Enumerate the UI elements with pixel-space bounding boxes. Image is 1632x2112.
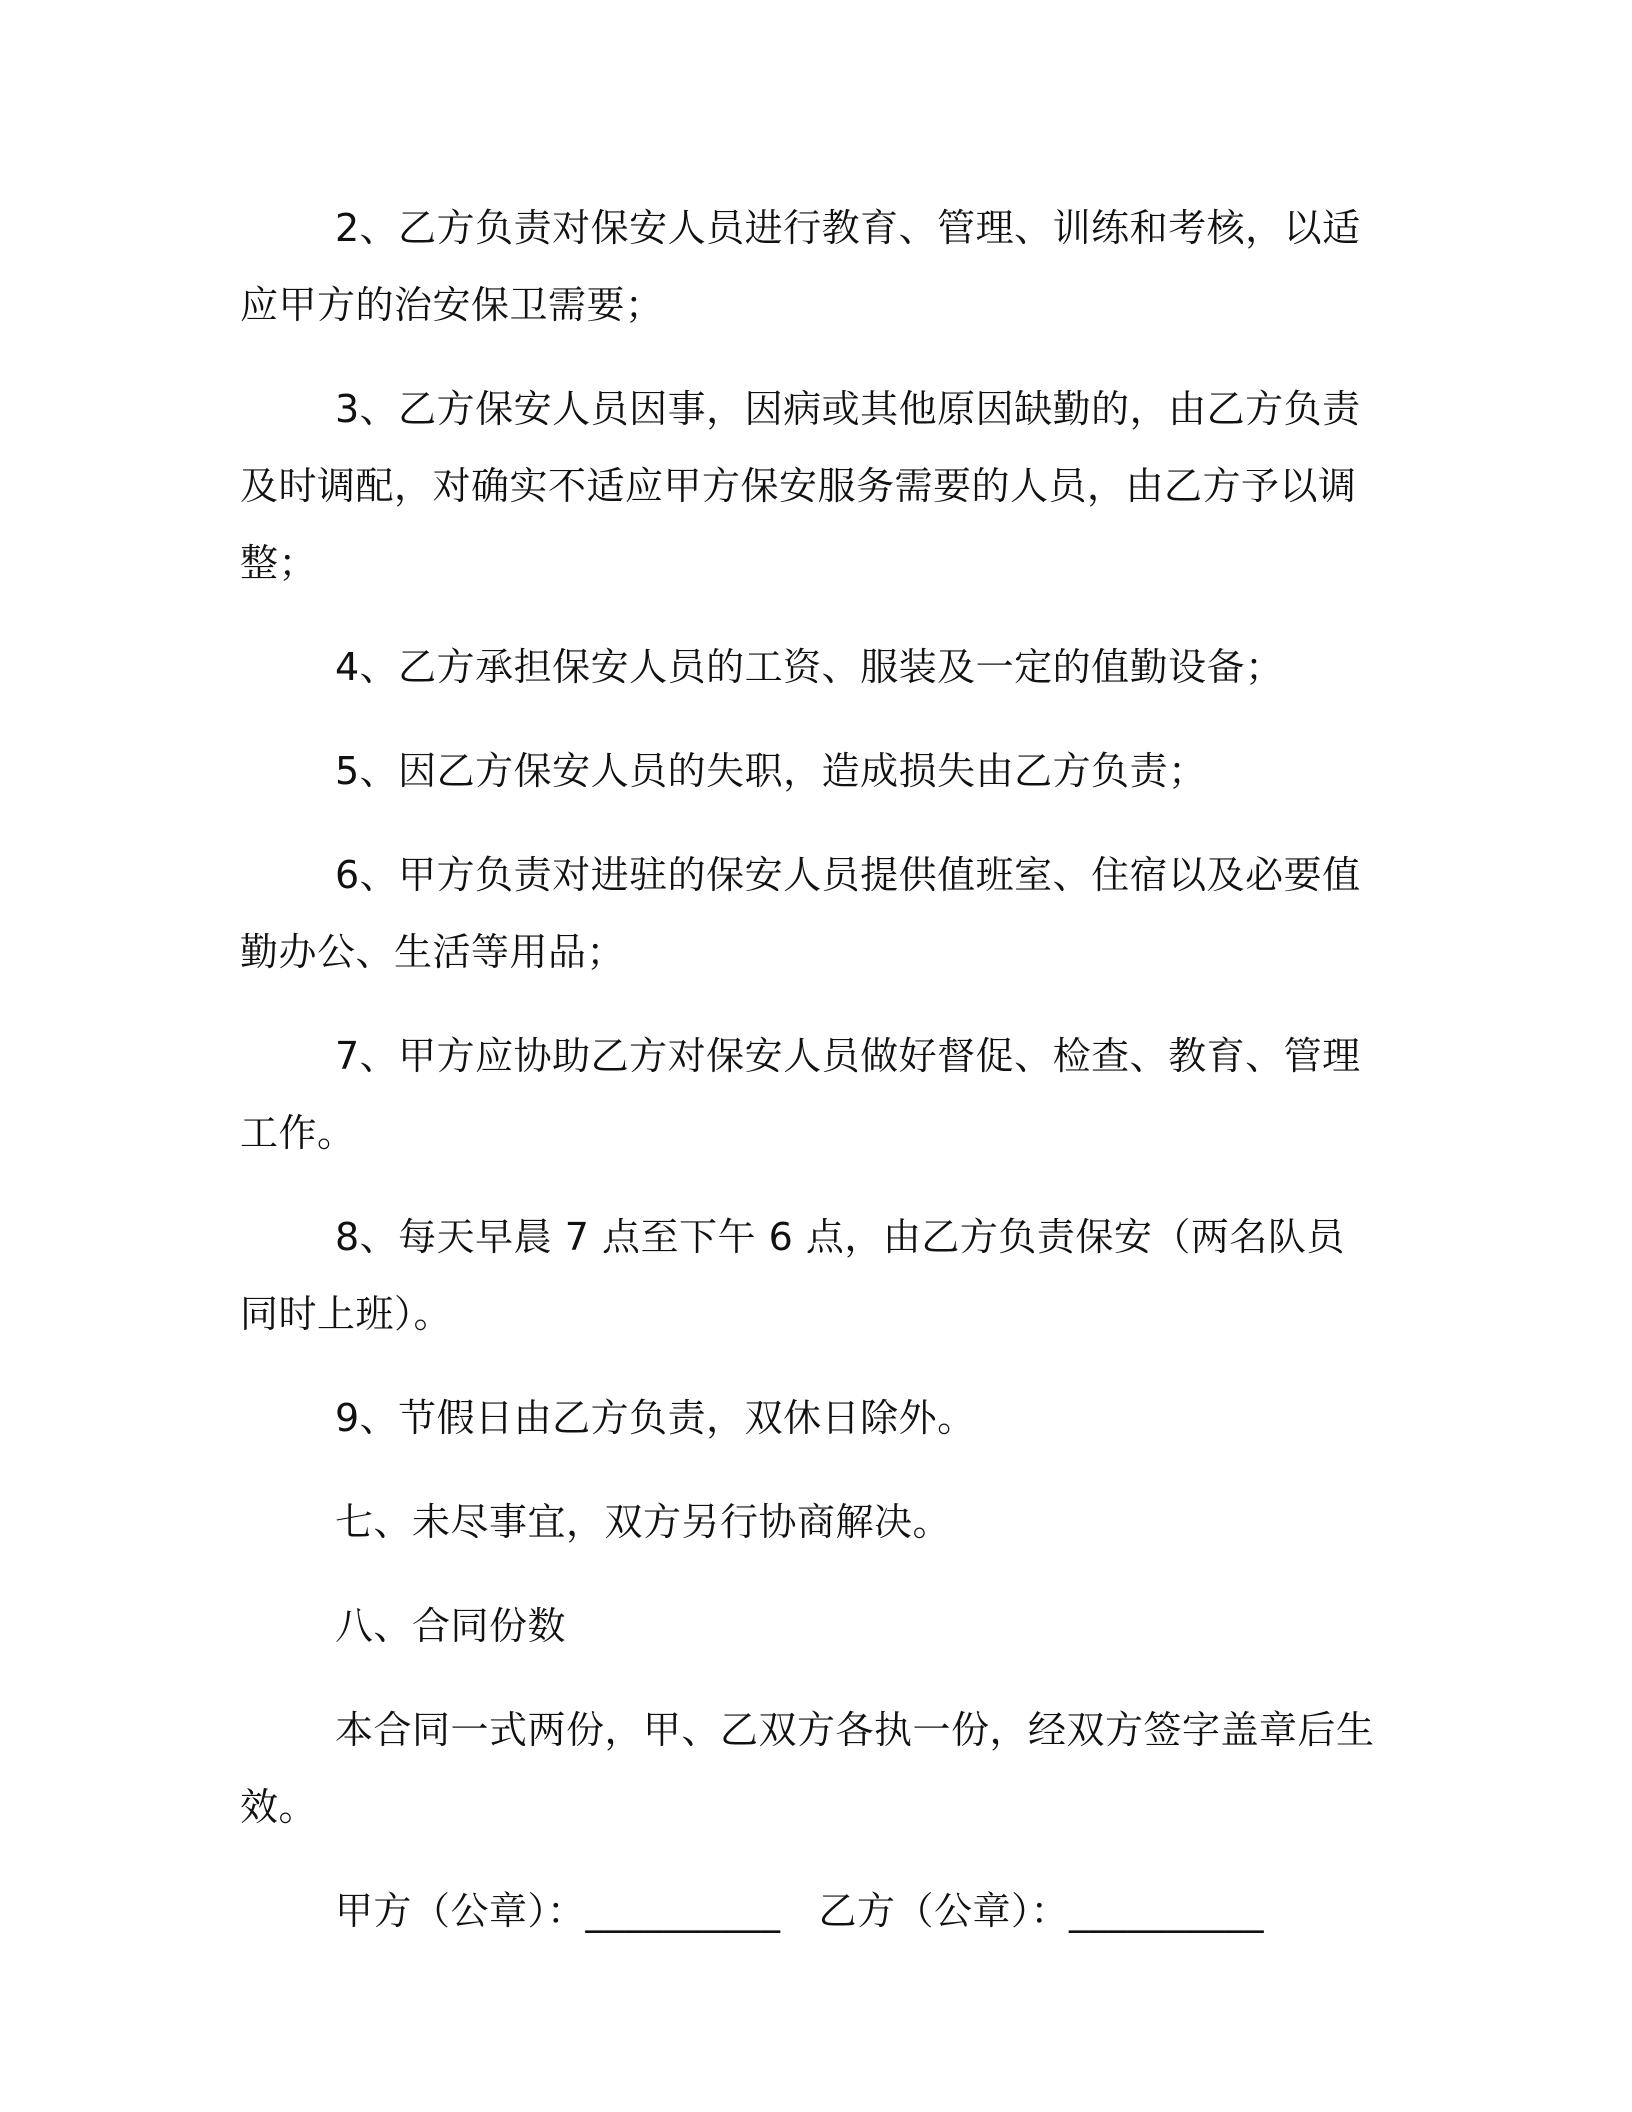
copies-statement: 本合同一式两份，甲、乙双方各执一份，经双方签字盖章后生效。 — [240, 1708, 1375, 1829]
clause-8: 8、每天早晨 7 点至下午 6 点，由乙方负责保安（两名队员同时上班）。 — [240, 1215, 1345, 1336]
clause-3: 3、乙方保安人员因事，因病或其他原因缺勤的，由乙方负责及时调配，对确实不适应甲方保安服务需要的人员，由乙方予以调整； — [240, 387, 1361, 585]
section-eight-heading: 八、合同份数 — [335, 1604, 567, 1648]
clause-5: 5、因乙方保安人员的失职，造成损失由乙方负责； — [335, 749, 1207, 793]
clause-6: 6、甲方负责对进驻的保安人员提供值班室、住宿以及必要值勤办公、生活等用品； — [240, 853, 1361, 974]
party-a-seal: 甲方（公章）：__________ — [335, 1889, 781, 1933]
party-b-seal: 乙方（公章）：__________ — [818, 1889, 1265, 1933]
clause-9: 9、节假日由乙方负责，双休日除外。 — [335, 1396, 976, 1440]
section-seven: 七、未尽事宜，双方另行协商解决。 — [335, 1500, 952, 1544]
clause-4: 4、乙方承担保安人员的工资、服装及一定的值勤设备； — [335, 645, 1284, 689]
clause-7: 7、甲方应协助乙方对保安人员做好督促、检查、教育、管理工作。 — [240, 1034, 1361, 1155]
clause-2: 2、乙方负责对保安人员进行教育、管理、训练和考核，以适应甲方的治安保卫需要； — [240, 206, 1361, 327]
signature-line — [240, 1873, 1380, 1950]
document-body — [240, 190, 1380, 1950]
